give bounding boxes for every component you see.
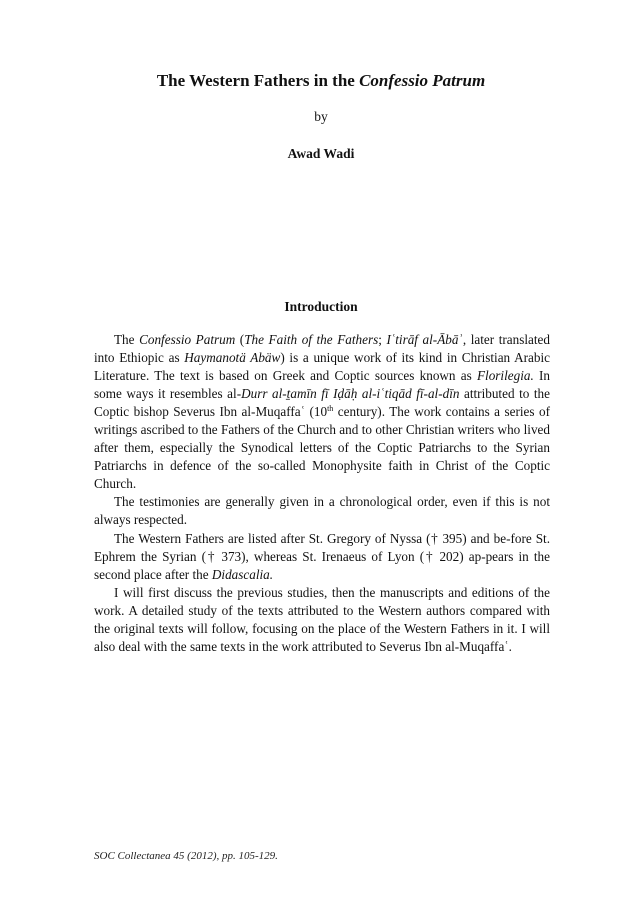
paragraph-4: I will first discuss the previous studies, then the manuscripts and editions of the work. A detailed study of the texts attributed to the Western authors compared with the original texts will follow, focusing on the place of the Western Fathers in it. I will also deal with the same texts in the work attributed to Severus Ibn al-Muqaffaʿ. [94,584,550,654]
article-body [94,331,550,656]
byline: by [314,109,328,124]
footer-citation: SOC Collectanea 45 (2012), pp. 105-129. [94,850,278,862]
section-heading-introduction: Introduction [284,299,358,314]
article-title: The Western Fathers in the Confessio Patrum [156,71,486,90]
paragraph-1: The Confessio Patrum (The Faith of the Fathers; Iʿtirāf al-Ābāʾ, later translated into Ethiopic as Haymanotä Abäw) is a unique work of its kind in Christian Arabic Literature. The text is based on Greek and Coptic sources known as Florilegia. In some ways it resembles al-Durr al-ṯamīn fī Iḍāḥ al-iʿtiqād fī-al-dīn attributed to the Coptic bishop Severus Ibn al-Muqaffaʿ (10th century). The work contains a series of writings ascribed to the Fathers of the Church and to other Christian writers who lived after them, especially the Synodical letters of the Coptic Patriarchs to the Syrian Patriarchs in defence of the so-called Monophysite faith in Christ of the Coptic Church. [94,332,551,492]
author-name: Awad Wadi [287,146,355,161]
paragraph-3: The Western Fathers are listed after St. Gregory of Nyssa († 395) and be-fore St. Ephrem the Syrian († 373), whereas St. Irenaeus of Lyon († 202) ap-pears in the second place after the Didascalia. [94,530,550,582]
superscript-th: th [327,404,334,414]
paragraph-2: The testimonies are generally given in a chronological order, even if this is not always respected. [94,494,550,528]
